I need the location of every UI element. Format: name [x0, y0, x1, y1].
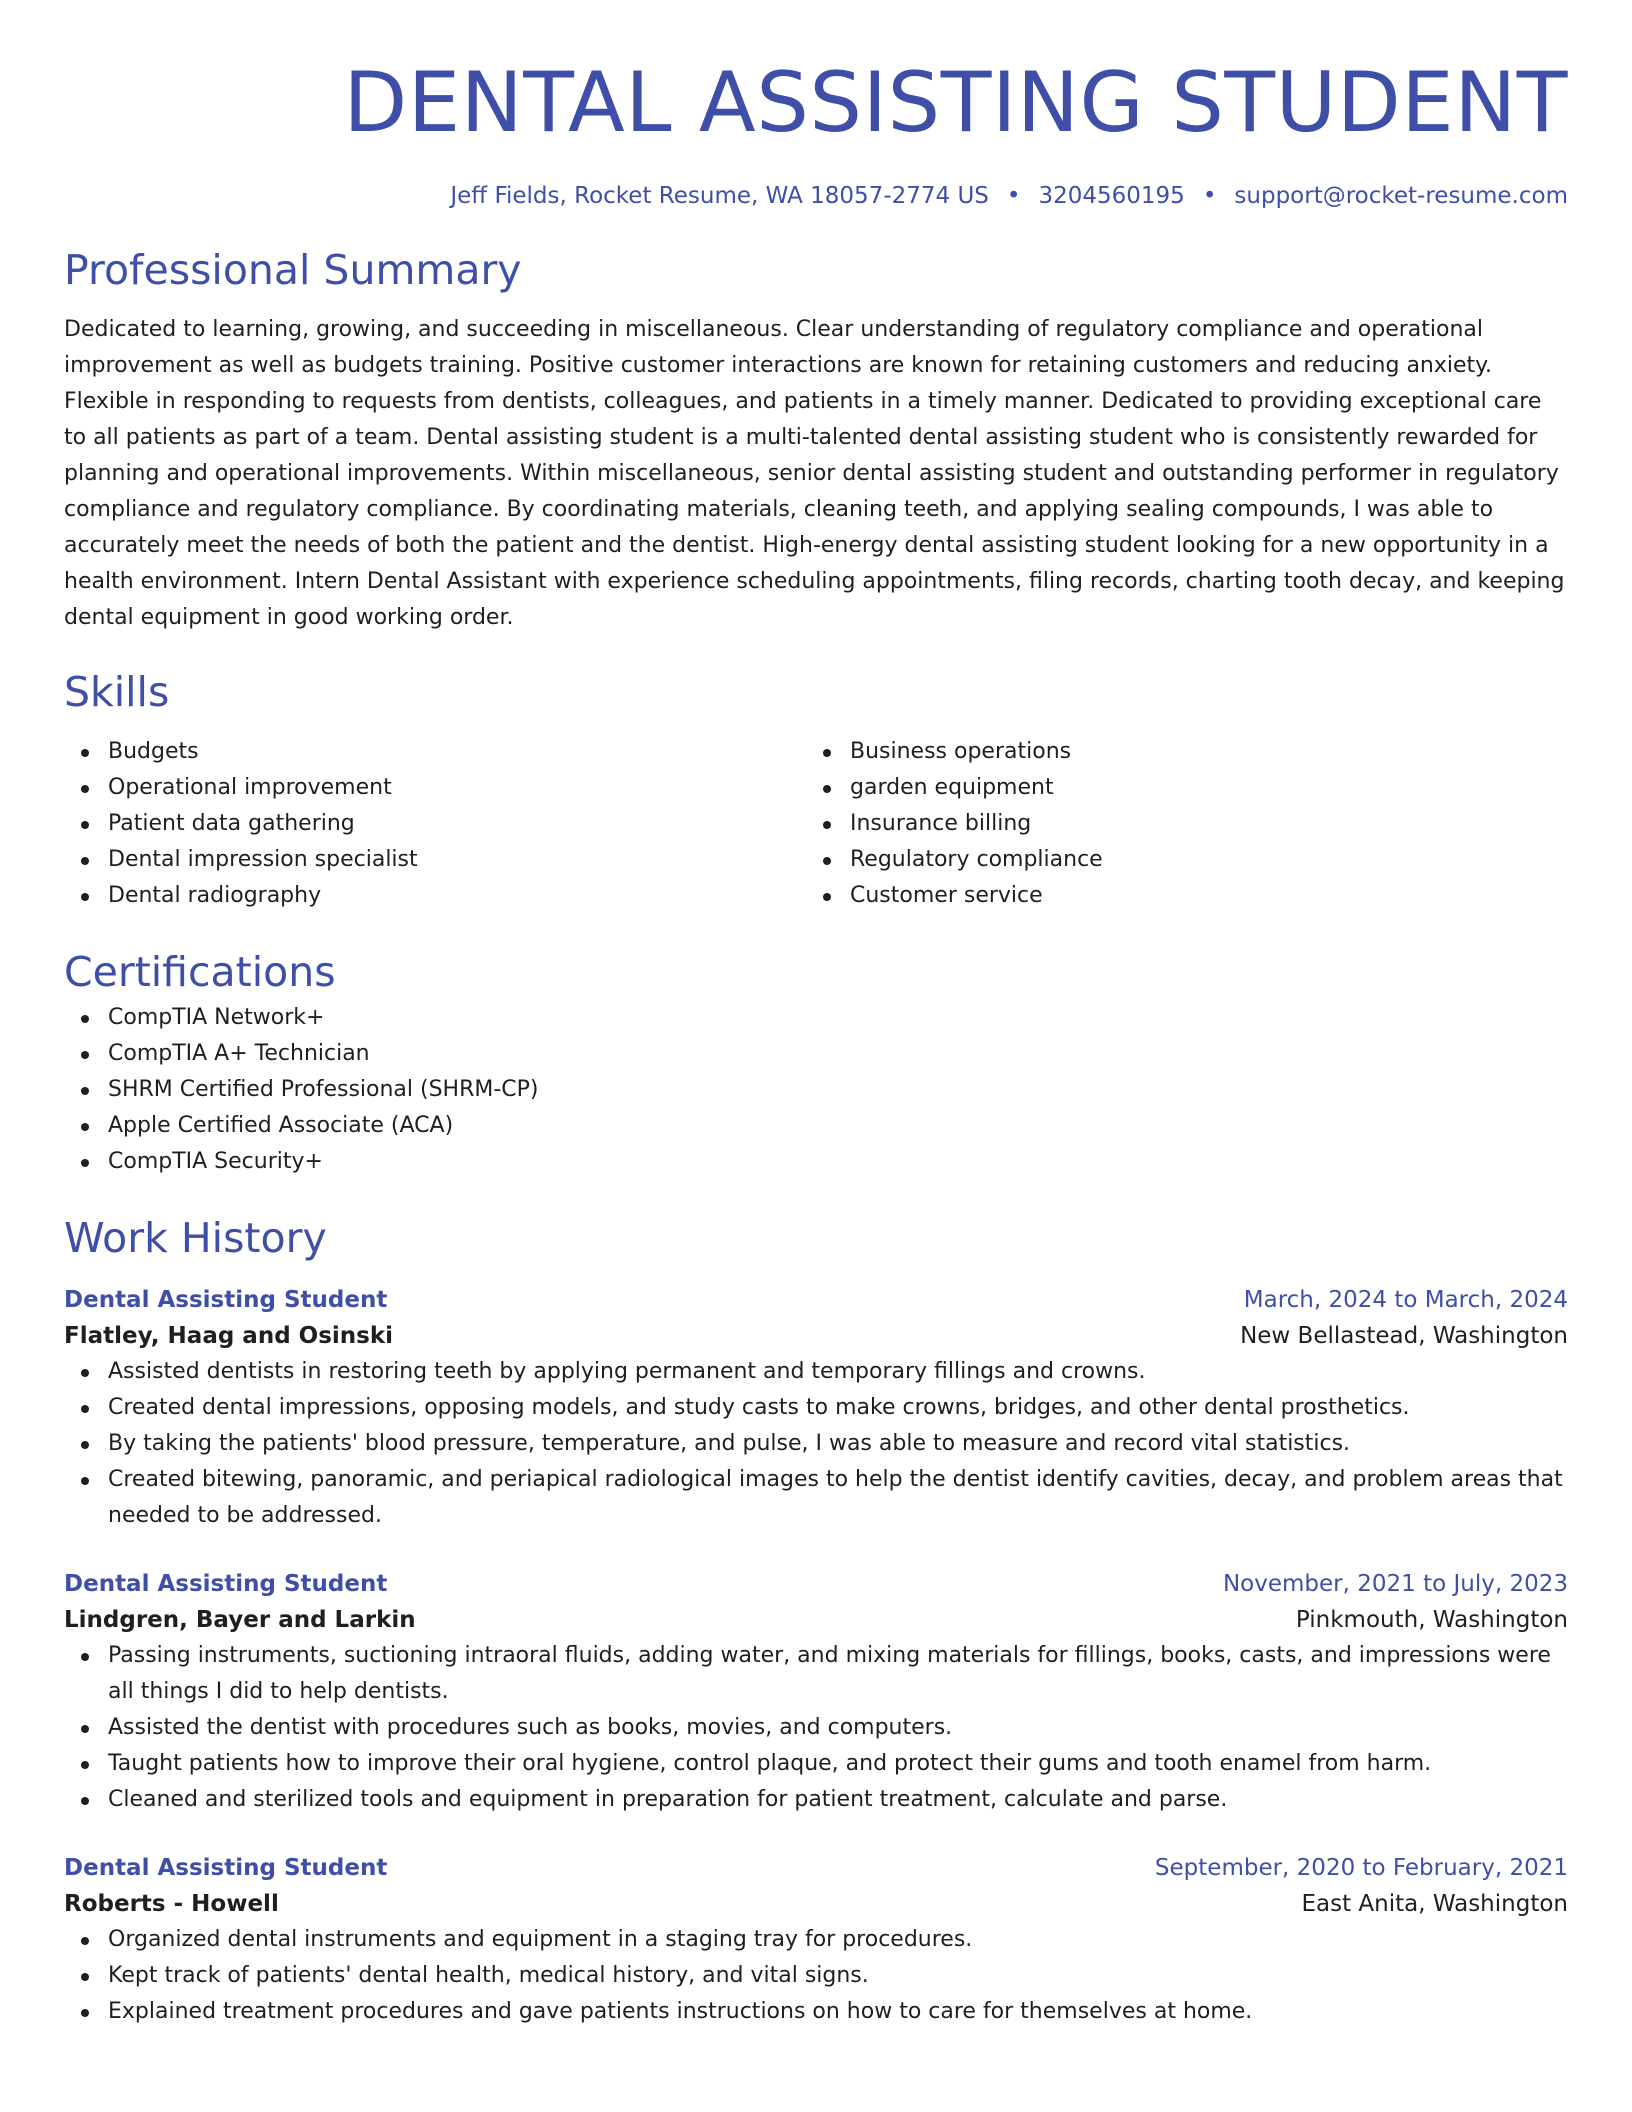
- certifications-list: [64, 1000, 1568, 1180]
- certification-item: SHRM Certified Professional (SHRM-CP): [64, 1072, 1568, 1108]
- certification-item: Apple Certified Associate (ACA): [64, 1108, 1568, 1144]
- job-title: Dental Assisting Student: [64, 1571, 388, 1597]
- job-bullet: Assisted dentists in restoring teeth by applying permanent and temporary fillings and crowns.: [64, 1354, 1568, 1390]
- job-bullet: Kept track of patients' dental health, medical history, and vital signs.: [64, 1958, 1568, 1994]
- job-bullet: Created bitewing, panoramic, and periapical radiological images to help the dentist identify cavities, decay, and problem areas that needed to be addressed.: [64, 1462, 1568, 1534]
- certifications-heading: Certifications: [64, 948, 336, 996]
- job-bullet: Cleaned and sterilized tools and equipment in preparation for patient treatment, calculate and parse.: [64, 1782, 1568, 1818]
- job-location: New Bellastead, Washington: [1240, 1323, 1568, 1349]
- skill-item: garden equipment: [806, 770, 1548, 806]
- work-history-heading: Work History: [64, 1214, 327, 1262]
- job-entry: [64, 1566, 1568, 1818]
- job-bullet: Taught patients how to improve their oral hygiene, control plaque, and protect their gums and tooth enamel from harm.: [64, 1746, 1568, 1782]
- skills-column-right: [806, 734, 1548, 914]
- skills-grid: [64, 734, 1568, 914]
- job-bullets: [64, 1922, 1568, 2030]
- job-dates: March, 2024 to March, 2024: [1243, 1287, 1568, 1313]
- job-bullet: By taking the patients' blood pressure, temperature, and pulse, I was able to measure and record vital statistics.: [64, 1426, 1568, 1462]
- job-dates: September, 2020 to February, 2021: [1154, 1855, 1568, 1881]
- certification-item: CompTIA Security+: [64, 1144, 1568, 1180]
- job-bullet: Passing instruments, suctioning intraoral fluids, adding water, and mixing materials for fillings, books, casts, and impressions were all things I did to help dentists.: [64, 1638, 1568, 1710]
- skill-item: Patient data gathering: [64, 806, 806, 842]
- contact-phone: 3204560195: [1038, 183, 1185, 209]
- job-location: East Anita, Washington: [1301, 1891, 1568, 1917]
- skill-item: Budgets: [64, 734, 806, 770]
- skills-column-left: [64, 734, 806, 914]
- resume-header: [64, 54, 1568, 212]
- job-title: Dental Assisting Student: [64, 1287, 388, 1313]
- contact-line: [64, 180, 1568, 212]
- job-company: Roberts - Howell: [64, 1891, 279, 1917]
- skill-item: Dental radiography: [64, 878, 806, 914]
- certification-item: CompTIA A+ Technician: [64, 1036, 1568, 1072]
- contact-email: support@rocket-resume.com: [1234, 183, 1568, 209]
- contact-address: Jeff Fields, Rocket Resume, WA 18057-2774 US: [450, 183, 989, 209]
- job-bullet: Created dental impressions, opposing models, and study casts to make crowns, bridges, and other dental prosthetics.: [64, 1390, 1568, 1426]
- job-bullets: [64, 1354, 1568, 1534]
- summary-heading: Professional Summary: [64, 246, 522, 294]
- job-title: Dental Assisting Student: [64, 1855, 388, 1881]
- skills-heading: Skills: [64, 668, 170, 716]
- contact-separator: •: [1006, 183, 1021, 209]
- job-bullet: Explained treatment procedures and gave patients instructions on how to care for themselves at home.: [64, 1994, 1568, 2030]
- skill-item: Operational improvement: [64, 770, 806, 806]
- job-bullet: Organized dental instruments and equipment in a staging tray for procedures.: [64, 1922, 1568, 1958]
- job-entry: [64, 1850, 1568, 2030]
- contact-separator: •: [1202, 183, 1217, 209]
- job-location: Pinkmouth, Washington: [1295, 1607, 1568, 1633]
- summary-text: Dedicated to learning, growing, and succeeding in miscellaneous. Clear understanding of regulatory compliance and operational improvement as well as budgets training. Positive customer interactions are known for retaining customers and reducing anxiety. Flexible in responding to requests from dentists, colleagues, and patients in a timely manner. Dedicated to providing exceptional care to all patients as part of a team. Dental assisting student is a multi-talented dental assisting student who is consistently rewarded for planning and operational improvements. Within miscellaneous, senior dental assisting student and outstanding performer in regulatory compliance and regulatory compliance. By coordinating materials, cleaning teeth, and applying sealing compounds, I was able to accurately meet the needs of both the patient and the dentist. High-energy dental assisting student looking for a new opportunity in a health environment. Intern Dental Assistant with experience scheduling appointments, filing records, charting tooth decay, and keeping dental equipment in good working order.: [64, 317, 1565, 630]
- job-bullet: Assisted the dentist with procedures such as books, movies, and computers.: [64, 1710, 1568, 1746]
- page-title: DENTAL ASSISTING STUDENT: [343, 54, 1568, 151]
- skill-item: Regulatory compliance: [806, 842, 1548, 878]
- skill-item: Dental impression specialist: [64, 842, 806, 878]
- job-entry: [64, 1282, 1568, 1534]
- job-company: Flatley, Haag and Osinski: [64, 1323, 394, 1349]
- skill-item: Business operations: [806, 734, 1548, 770]
- job-company: Lindgren, Bayer and Larkin: [64, 1607, 416, 1633]
- job-bullets: [64, 1638, 1568, 1818]
- skill-item: Customer service: [806, 878, 1548, 914]
- skill-item: Insurance billing: [806, 806, 1548, 842]
- certification-item: CompTIA Network+: [64, 1000, 1568, 1036]
- job-dates: November, 2021 to July, 2023: [1222, 1571, 1568, 1597]
